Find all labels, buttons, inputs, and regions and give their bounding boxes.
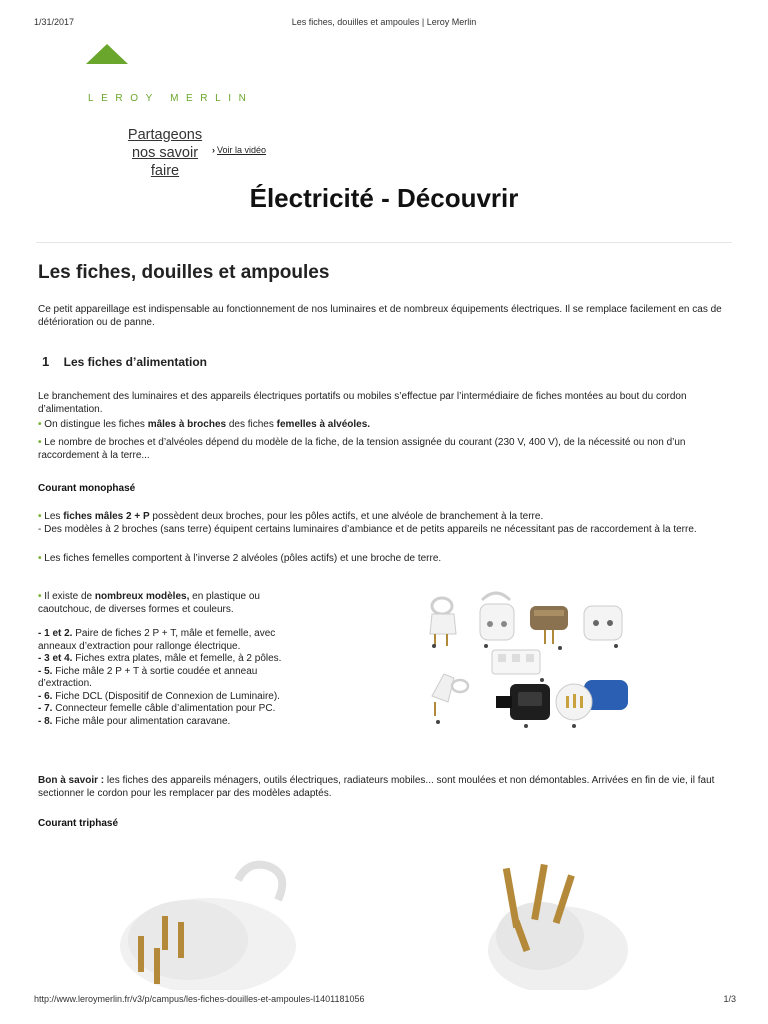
subhead-triphase: Courant triphasé bbox=[38, 818, 119, 829]
triphase-plug-image-1 bbox=[118, 860, 298, 990]
section-heading bbox=[42, 354, 207, 369]
models-list bbox=[38, 591, 308, 728]
bullet-icon: • bbox=[38, 553, 42, 564]
list-item: - 6. Fiche DCL (Dispositif de Connexion de Luminaire). bbox=[38, 690, 280, 702]
logo-triangle-icon bbox=[86, 44, 128, 66]
bullet-icon: • bbox=[38, 511, 42, 522]
list-item: - 5. Fiche mâle 2 P + T à sortie coudée et anneau d’extraction. bbox=[38, 665, 258, 689]
divider bbox=[36, 242, 732, 243]
mono-bullet-3: • Les fiches femelles comportent à l’inverse 2 alvéoles (pôles actifs) et une broche de terre. bbox=[38, 553, 442, 564]
section-label: Les fiches d’alimentation bbox=[63, 355, 207, 369]
voir-video-link[interactable] bbox=[212, 145, 266, 155]
plugs-assortment-image bbox=[426, 584, 636, 734]
intro-paragraph: Ce petit appareillage est indispensable au fonctionnement de nos luminaires et de nombreux équipements électriques. Il se remplace facilement en cas de détérioration ou de panne. bbox=[38, 304, 722, 328]
page-main-title: Électricité - Découvrir bbox=[249, 183, 519, 213]
bullet-distingue: • On distingue les fiches mâles à broches des fiches femelles à alvéoles. bbox=[38, 419, 371, 430]
list-item: - 3 et 4. Fiches extra plates, mâle et femelle, à 2 pôles. bbox=[38, 653, 282, 664]
article-heading: Les fiches, douilles et ampoules bbox=[38, 262, 330, 283]
partageons-link[interactable]: Partageons nos savoir faire bbox=[127, 127, 203, 179]
bon-a-savoir: Bon à savoir : les fiches des appareils ménagers, outils électriques, radiateurs mobiles... sont moulées et non démontables. Arrivées en fin de vie, il faut sectionner le cordon pour les remplacer par des modèles adaptés. bbox=[38, 775, 715, 799]
bullet-icon: • bbox=[38, 591, 42, 602]
print-footer bbox=[34, 994, 736, 1004]
chevron-right-icon: › bbox=[212, 145, 215, 155]
branchement-paragraph: Le branchement des luminaires et des appareils électriques portatifs ou mobiles s’effectue par l’intermédiaire de fiches montées au bout du cordon d’alimentation. bbox=[38, 391, 687, 415]
voir-video-label: Voir la vidéo bbox=[217, 145, 267, 155]
triphase-plug-image-2 bbox=[478, 860, 628, 990]
print-date: 1/31/2017 bbox=[34, 17, 75, 27]
leroy-merlin-logo[interactable] bbox=[86, 44, 256, 108]
models-intro: • Il existe de nombreux modèles, en plastique ou caoutchouc, de diverses formes et couleurs. bbox=[38, 591, 260, 615]
list-item: - 7. Connecteur femelle câble d’alimentation pour PC. bbox=[38, 703, 276, 714]
print-page-number: 1/3 bbox=[723, 994, 736, 1004]
mono-line-2: - Des modèles à 2 broches (sans terre) équipent certains luminaires d’ambiance et de petits appareils ne nécessitant pas de raccordement à la terre. bbox=[38, 524, 697, 535]
list-item: - 1 et 2. Paire de fiches 2 P + T, mâle et femelle, avec anneaux d’extraction pour rallonge électrique. bbox=[38, 628, 276, 652]
section-number: 1 bbox=[42, 354, 50, 369]
print-header bbox=[34, 17, 734, 29]
bullet-icon: • bbox=[38, 419, 42, 430]
subhead-monophase: Courant monophasé bbox=[38, 483, 136, 494]
print-doc-title: Les fiches, douilles et ampoules | Leroy Merlin bbox=[291, 17, 477, 27]
bullet-nombre: • Le nombre de broches et d’alvéoles dépend du modèle de la fiche, de la tension assignée du courant (230 V, 400 V), de la nécessité ou non d’un raccordement à la terre... bbox=[38, 437, 686, 461]
list-item: - 8. Fiche mâle pour alimentation caravane. bbox=[38, 715, 231, 727]
print-url: http://www.leroymerlin.fr/v3/p/campus/les-fiches-douilles-et-ampoules-l1401181056 bbox=[34, 994, 365, 1004]
mono-bullet-1: • Les fiches mâles 2 + P possèdent deux broches, pour les pôles actifs, et une alvéole de branchement à la terre. bbox=[38, 511, 544, 522]
bullet-icon: • bbox=[38, 437, 42, 448]
brand-name: LEROY MERLIN bbox=[88, 93, 254, 104]
